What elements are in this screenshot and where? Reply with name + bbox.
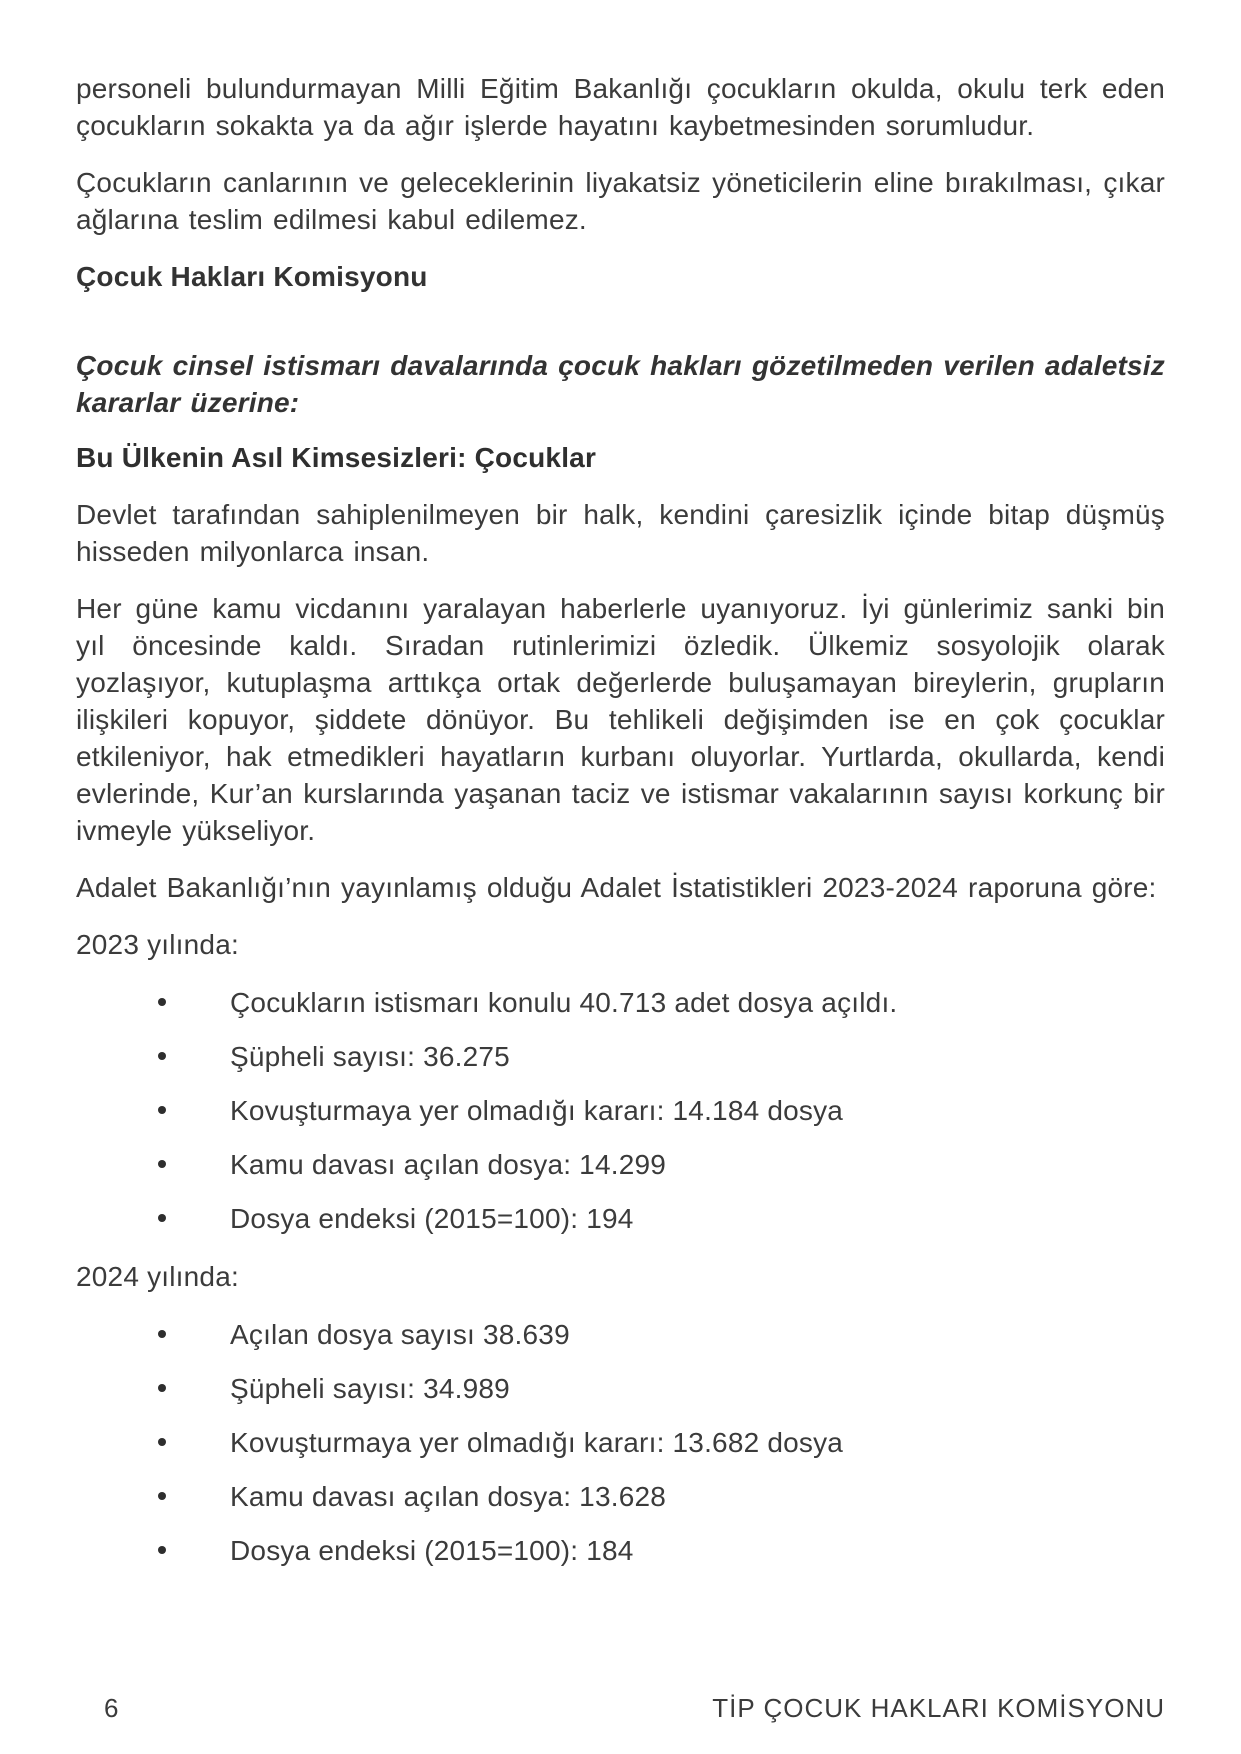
bullet-icon (158, 1052, 166, 1060)
list-item-text: Şüpheli sayısı: 34.989 (230, 1373, 510, 1404)
bullet-icon (158, 1160, 166, 1168)
year-label-2024: 2024 yılında: (76, 1261, 239, 1292)
list-item (76, 1424, 1165, 1461)
list-item-text: Kovuşturmaya yer olmadığı kararı: 14.184 dosya (230, 1095, 844, 1126)
bullet-icon (158, 1438, 166, 1446)
list-item (76, 1532, 1165, 1569)
list-item-text: Dosya endeksi (2015=100): 194 (230, 1203, 634, 1234)
signature-line: Çocuk Hakları Komisyonu (76, 261, 428, 292)
list-item (76, 1038, 1165, 1075)
footer-organization: TİP ÇOCUK HAKLARI KOMİSYONU (712, 1693, 1165, 1723)
list-item (76, 1370, 1165, 1407)
list-item (76, 1146, 1165, 1183)
list-item (76, 1200, 1165, 1237)
bullet-icon (158, 1330, 166, 1338)
stats-list-2023 (76, 984, 1165, 1237)
list-item-text: Şüpheli sayısı: 36.275 (230, 1041, 510, 1072)
list-item-text: Kovuşturmaya yer olmadığı kararı: 13.682 dosya (230, 1427, 844, 1458)
list-item-text: Kamu davası açılan dosya: 14.299 (230, 1149, 667, 1180)
paragraph-responsibility: personeli bulundurmayan Milli Eğitim Bakanlığı çocukların okulda, okulu terk eden çocukların sokakta ya da ağır işlerde hayatını kaybetmesinden sorumludur. (76, 73, 1165, 141)
bullet-icon (158, 1106, 166, 1114)
bullet-icon (158, 1546, 166, 1554)
list-item-text: Açılan dosya sayısı 38.639 (230, 1319, 570, 1350)
list-item-text: Kamu davası açılan dosya: 13.628 (230, 1481, 667, 1512)
list-item-text: Çocukların istismarı konulu 40.713 adet dosya açıldı. (230, 987, 898, 1018)
list-item (76, 1316, 1165, 1353)
bullet-icon (158, 1384, 166, 1392)
bullet-icon (158, 1214, 166, 1222)
list-item (76, 984, 1165, 1021)
year-label-2023: 2023 yılında: (76, 929, 239, 960)
subsection-heading: Bu Ülkenin Asıl Kimsesizleri: Çocuklar (76, 442, 597, 473)
paragraph-her-gune: Her güne kamu vicdanını yaralayan haberlerle uyanıyoruz. İyi günlerimiz sanki bin yıl öncesinde kaldı. Sıradan rutinlerimizi özledik. Ülkemiz sosyolojik olarak yozlaşıyor, kutuplaşma arttıkça ortak değerlerde buluşamayan bireylerin, grupların ilişkileri kopuyor, şiddete dönüyor. Bu tehlikeli değişimden ise en çok çocuklar etkileniyor, hak etmedikleri hayatların kurbanı oluyorlar. Yurtlarda, okullarda, kendi evlerinde, Kur’an kurslarında yaşanan taciz ve istismar vakalarının sayısı korkunç bir ivmeyle yükseliyor. (76, 593, 1165, 846)
bullet-icon (158, 1492, 166, 1500)
section-title: Çocuk cinsel istismarı davalarında çocuk hakları gözetilmeden verilen adaletsiz kararlar üzerine: (76, 350, 1165, 418)
bullet-icon (158, 998, 166, 1006)
list-item (76, 1478, 1165, 1515)
paragraph-devlet: Devlet tarafından sahiplenilmeyen bir halk, kendini çaresizlik içinde bitap düşmüş hisseden milyonlarca insan. (76, 499, 1165, 567)
paragraph-unacceptable: Çocukların canlarının ve geleceklerinin liyakatsiz yöneticilerin eline bırakılması, çıkar ağlarına teslim edilmesi kabul edilemez. (76, 167, 1165, 235)
stats-list-2024 (76, 1316, 1165, 1569)
page-number: 6 (104, 1693, 119, 1723)
page-footer (76, 1694, 1165, 1722)
list-item-text: Dosya endeksi (2015=100): 184 (230, 1535, 634, 1566)
paragraph-adalet-istatistikleri: Adalet Bakanlığı’nın yayınlamış olduğu Adalet İstatistikleri 2023-2024 raporuna göre: (76, 872, 1157, 903)
list-item (76, 1092, 1165, 1129)
